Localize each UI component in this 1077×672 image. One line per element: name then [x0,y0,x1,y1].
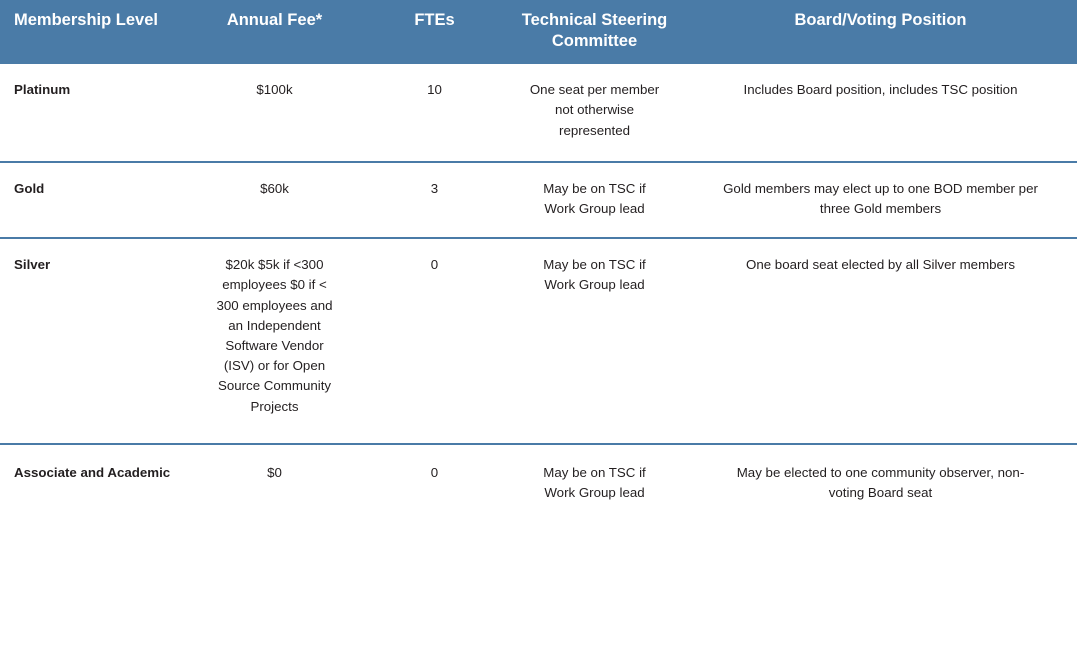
table-row [0,444,1077,521]
cell-ftes: 0 [430,464,439,480]
cell-annual-fee-text: $100k [256,82,293,98]
cell-annual-fee-text: $20k $5k if <300 employees $0 if < 300 employees and an Independent Software Vendor (ISV) or for Open Source Community Projects [216,257,333,414]
cell-board: Includes Board position, includes TSC position [684,64,1077,162]
cell-board: One board seat elected by all Silver members [684,238,1077,444]
cell-tsc-text: May be on TSC if Work Group lead [543,464,646,501]
cell-tsc [505,444,684,521]
cell-ftes: 10 [364,64,505,162]
column-header-technical-steering-committee: Technical Steering Committee [505,0,684,64]
cell-tsc [505,162,684,238]
cell-membership-level: Gold [0,162,185,238]
cell-annual-fee-text: $0 [267,464,282,480]
cell-annual-fee [185,162,364,238]
column-header-annual-fee: Annual Fee* [185,0,364,64]
cell-annual-fee-text: $60k [260,180,289,196]
column-header-board-voting-position: Board/Voting Position [684,0,1077,64]
cell-board: Gold members may elect up to one BOD member per three Gold members [684,162,1077,238]
column-header-membership-level: Membership Level [0,0,185,64]
cell-annual-fee [185,238,364,444]
cell-tsc [505,238,684,444]
table-body [0,64,1077,521]
table-header-row [0,0,1077,64]
column-header-ftes: FTEs [364,0,505,64]
table-header [0,0,1077,64]
cell-board: May be elected to one community observer, non-voting Board seat [736,464,1025,501]
cell-annual-fee [185,444,364,521]
table-row [0,162,1077,238]
cell-tsc-text: May be on TSC if Work Group lead [543,180,646,217]
cell-membership-level: Platinum [0,64,185,162]
cell-tsc-text: May be on TSC if Work Group lead [543,257,646,293]
cell-tsc-text: One seat per member not otherwise represented [529,82,660,138]
table-row [0,238,1077,444]
cell-annual-fee [185,64,364,162]
cell-ftes: 3 [364,162,505,238]
cell-membership-level: Silver [0,238,185,444]
table-row [0,64,1077,162]
cell-ftes: 0 [364,238,505,444]
cell-membership-level: Associate and Academic [14,464,171,480]
cell-tsc [505,64,684,162]
